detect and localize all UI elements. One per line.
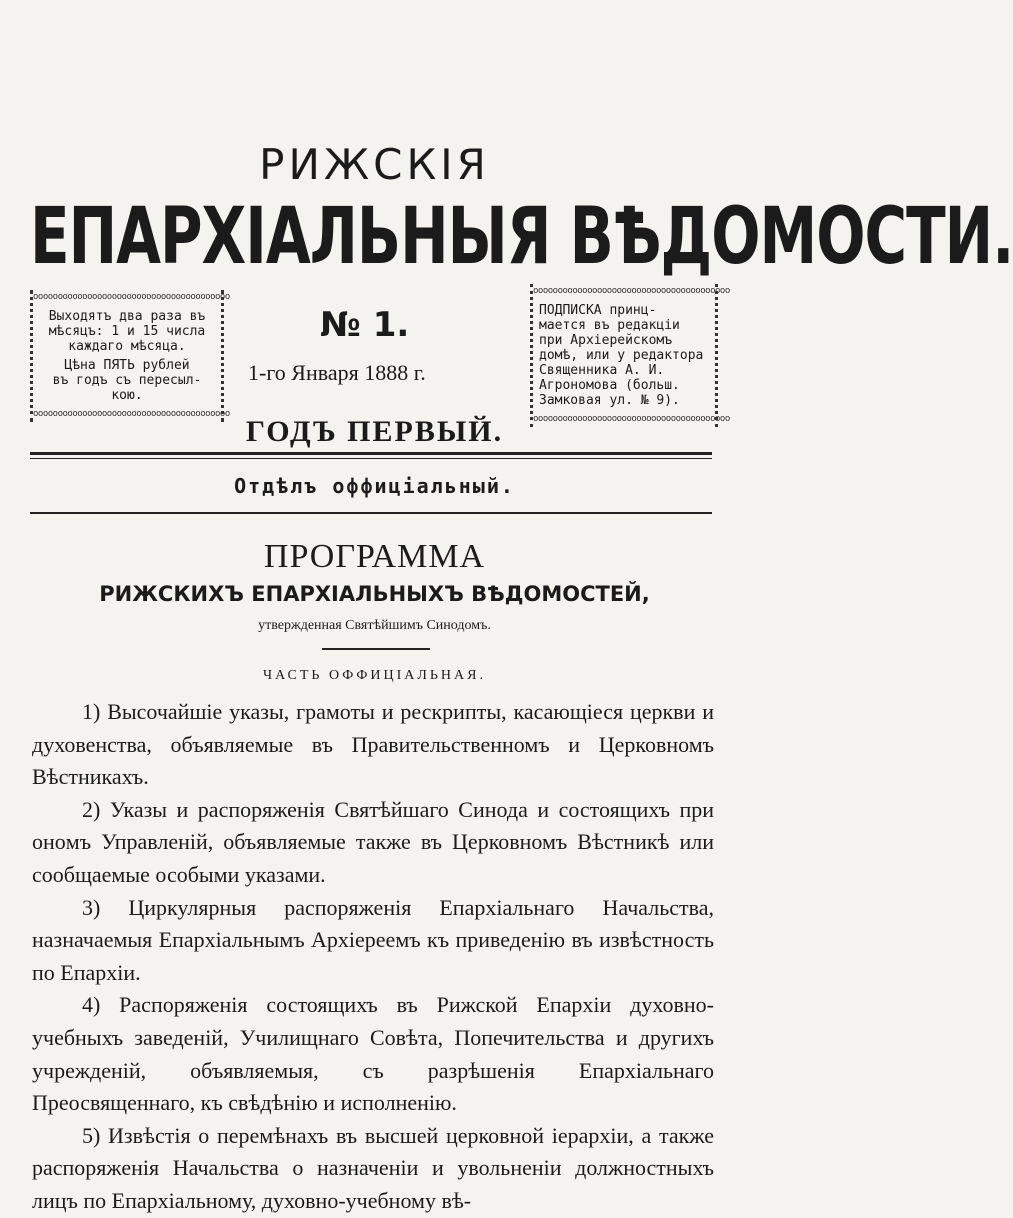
publication-year: ГОДЪ ПЕРВЫЙ. [245, 415, 504, 448]
publication-info-line: мѣсяцъ: 1 и 15 числа [48, 324, 206, 339]
divider-thin [30, 458, 712, 459]
subscription-info-line: Агрономова (больш. [539, 378, 680, 393]
divider [30, 512, 712, 514]
subscription-info-line: домѣ, или у редактора [539, 348, 704, 363]
price-info-line: въ годъ съ пересыл- [52, 373, 202, 388]
subscription-info-line: мается въ редакціи [539, 318, 680, 333]
program-paragraph: 5) Извѣстія о перемѣнахъ въ высшей церковной іерархіи, а также распоряженія Начальства о назначеніи и увольненіи должностныхъ лицъ по Епархіальному, духовно-учебному вѣ- [32, 1122, 714, 1213]
issue-number: № 1. [320, 305, 410, 345]
publication-info-line: Выходятъ два раза въ [48, 309, 206, 324]
program-title: ПРОГРАММА [263, 538, 486, 575]
subscription-info-line: Замковая ул. № 9). [539, 393, 680, 408]
ornament-border-bottom: oooooooooooooooooooooooooooooooooooooooo [533, 414, 730, 424]
subscription-info-line: Священника А. И. [539, 363, 665, 378]
ornament-border-bottom: oooooooooooooooooooooooooooooooooooooooo [33, 409, 230, 419]
subscription-info-line: ПОДПИСКА принц- [539, 303, 657, 318]
price-info-line: кою. [111, 388, 143, 403]
program-paragraph: 2) Указы и распоряженія Святѣйшаго Синода и состоящихъ при онoмъ Управленій, объявляемые также въ Церковномъ Вѣстникѣ или сообщаемые особыми указами. [32, 796, 714, 887]
program-subtitle: РИЖСКИХЪ ЕПАРХІАЛЬНЫХЪ ВѢДОМОСТЕЙ, [99, 582, 650, 606]
publication-info-line: каждаго мѣсяца. [68, 339, 186, 354]
masthead-title-line1: РИЖСКІЯ [259, 140, 490, 189]
program-paragraph: 4) Распоряженія состоящихъ въ Рижской Епархіи духовно-учебныхъ заведеній, Училищнаго Совѣта, Попечительства и другихъ учрежденій, объявляемыя, съ разрѣшенія Епархіальнаго Преосвященнаго, къ свѣдѣнію и исполненію. [32, 992, 714, 1116]
program-approval-note: утвержденная Святѣйшимъ Синодомъ. [258, 618, 491, 633]
program-body [32, 696, 714, 1218]
ornament-border-top: oooooooooooooooooooooooooooooooooooooooo [33, 292, 230, 302]
issue-date: 1-го Января 1888 г. [248, 360, 426, 385]
part-heading: ЧАСТЬ ОФФИЦІАЛЬНАЯ. [263, 668, 486, 683]
section-heading: Отдѣлъ оффиціальный. [234, 474, 515, 498]
ornament-border-top: oooooooooooooooooooooooooooooooooooooooo [533, 286, 730, 296]
program-paragraph: 3) Циркулярныя распоряженія Епархіальнаго Начальства, назначаемыя Епархіальнымъ Архіереемъ къ приведенію въ извѣстность по Епархіи. [32, 894, 714, 985]
masthead-title-line2: ЕПАРХІАЛЬНЫЯ ВѢДОМОСТИ. [30, 190, 1013, 282]
program-paragraph: 1) Высочайшіе указы, грамоты и рескрипты, касающіеся церкви и духовенства, объявляемые въ Правительственномъ и Церковномъ Вѣстникахъ. [32, 699, 714, 790]
subscription-info-box [530, 284, 730, 427]
divider-short [322, 648, 430, 650]
subscription-info-line: при Архіерейскомъ [539, 333, 673, 348]
price-info-line: Цѣна ПЯТЬ рублей [64, 358, 190, 373]
publication-info-box [30, 290, 230, 422]
divider-thick [30, 452, 712, 455]
